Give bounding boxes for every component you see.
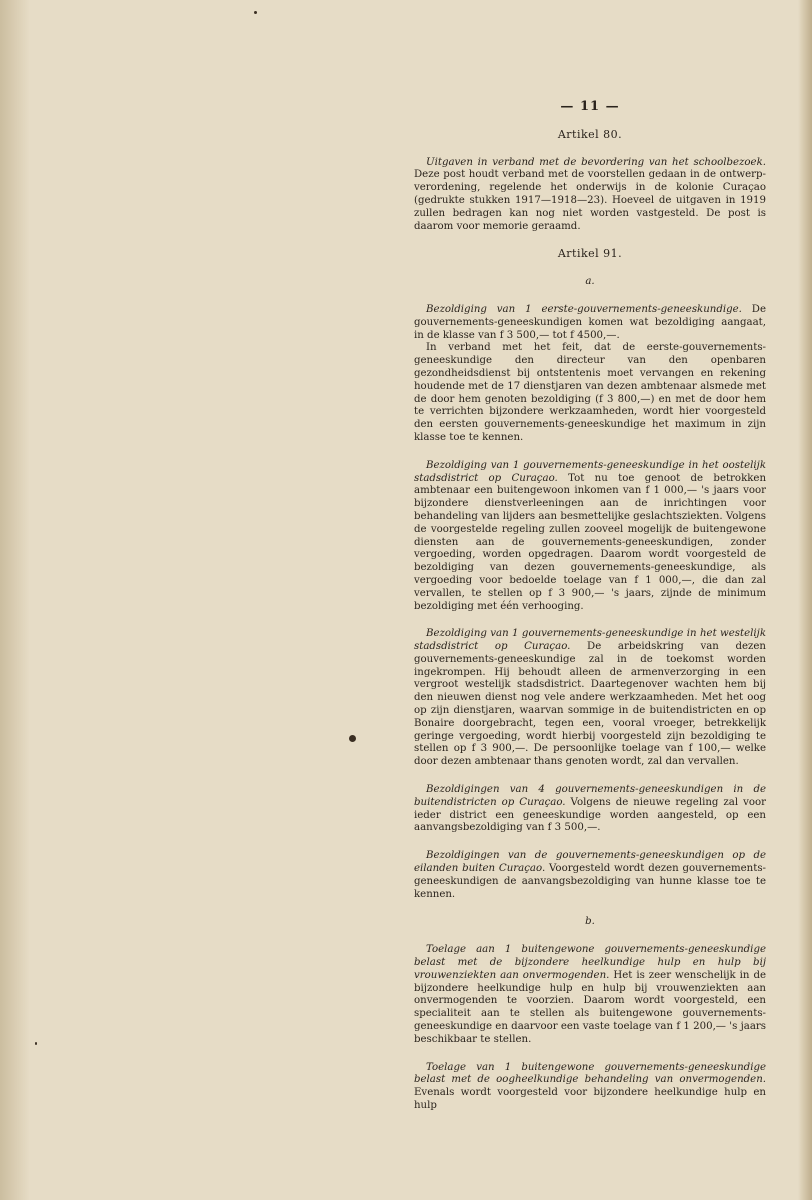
article-80-heading: Artikel 80.: [557, 127, 623, 141]
page-left-edge: [0, 0, 30, 1200]
article-80-paragraph: [414, 157, 766, 234]
ink-speck: [254, 11, 257, 14]
article-91-heading: Artikel 91.: [557, 247, 623, 261]
paragraph-lead: Bezoldiging van 1 gouvernements-geneeskundige in het westelijk stadsdistrict op Curaçao.: [414, 628, 766, 653]
ink-speck-2: [35, 1042, 37, 1045]
paragraph-body: De arbeidskring van dezen gouvernements-geneeskundige zal in de toekomst worden ingekrompen. Hij behoudt alleen de armenverzorging in een vergroot westelijk stadsdistrict. Daartegenover wachten hem bij den nieuwen dienst nog vele andere werkzaamheden. Met het oog op zijn dienstjaren, waarvan sommige in de buitendistricten en op Bonaire doorgebracht, tegen een, vooral vroeger, betrekkelijk geringe vergoeding, wordt hierbij voorgesteld zijn bezoldiging te stellen op f 3 900,—. De persoonlijke toelage van f 100,— welke door dezen ambtenaar thans genoten wordt, zal dan vervallen.: [414, 641, 766, 768]
paragraph-heelkundige-hulp: [414, 944, 766, 1046]
paragraph-eerste-geneeskundige-continued: In verband met het feit, dat de eerste-gouvernements-geneeskundige den directeur van den openbaren gezondheidsdienst bij ontstentenis moet vervangen en rekening houdende met de 17 dienstjaren van dezen ambtenaar alsmede met de door hem genoten bezoldiging (f 3 800,—) en met de door hem te verrichten bijzondere werkzaamheden, wordt hier voorgesteld den eersten gouvernements-geneeskundige het maximum in zijn klasse toe te kennen.: [414, 342, 766, 443]
text-column: [414, 101, 766, 1128]
paragraph-lead: Bezoldiging van 1 eerste-gouvernements-geneeskundige.: [426, 303, 742, 315]
paragraph-body: Volgens de nieuwe regeling zal voor ieder district een geneeskundige worden aangesteld, op een aanvangsbezoldiging van f 3 500,—.: [414, 796, 767, 834]
paragraph-lead: Bezoldigingen van de gouvernements-geneeskundigen op de eilanden buiten Curaçao.: [414, 850, 766, 875]
section-b-label: b.: [585, 916, 595, 928]
paragraph-body: Deze post houdt verband met de voorstellen gedaan in de ontwerp-verordening, regelende het onderwijs in de kolonie Curaçao (gedrukte stukken 1917—1918—23). Hoeveel de uitgaven in 1919 zullen bedragen kan nog niet worden vastgesteld. De post is daarom voor memorie geraamd.: [414, 169, 766, 232]
paragraph-lead: Bezoldigingen van 4 gouvernements-geneeskundigen in de buitendistricten op Curaçao.: [414, 784, 766, 808]
paragraph-body: Voorgesteld wordt dezen gouvernements-geneeskundigen de aanvangsbezoldiging van hunne klasse toe te kennen.: [414, 863, 766, 900]
paragraph-body: Het is zeer wenschelijk in de bijzondere heelkundige hulp en hulp bij vrouwenziekten aan onvermogenden te voorzien. Daarom wordt voorgesteld, een specialiteit aan te stellen als buitengewone gouvernements-geneeskundige en daarvoor een vaste toelage van f 1 200,— 's jaars beschikbaar te stellen.: [414, 969, 766, 1045]
section-a-label: a.: [585, 276, 595, 288]
paragraph-westelijk-stadsdistrict: [414, 628, 766, 769]
paragraph-body: De gouvernements-geneeskundigen komen wat bezoldiging aangaat, in de klasse van f 3 500,— tot f 4500,—.: [414, 303, 766, 341]
paragraph-body: Evenals wordt voorgesteld voor bijzondere heelkundige hulp en hulp: [414, 1087, 766, 1111]
paragraph-eerste-geneeskundige: [414, 304, 766, 342]
paragraph-oogheelkundige: [414, 1062, 766, 1113]
page-right-edge: [798, 0, 812, 1200]
ink-spot: [349, 735, 356, 742]
paragraph-body: Tot nu toe genoot de betrokken ambtenaar een buitengewoon inkomen van f 1 000,— 's jaars voor bijzondere dienstverleeningen aan de inrichtingen voor behandeling van lijders aan besmettelijke geslachtsziekten. Volgens de voorgestelde regeling zullen zooveel mogelijk de buitengewone diensten aan de gouvernements-geneeskundigen, zonder vergoeding, worden opgedragen. Daarom wordt voorgesteld de bezoldiging van dezen gouvernements-geneeskundige, als vergoeding voor bedoelde toelage van f 1 000,—, die dan zal vervallen, te stellen op f 3 900,— 's jaars, zijnde de minimum bezoldiging met één verhooging.: [414, 472, 767, 612]
paragraph-lead: Toelage van 1 buitengewone gouvernements-geneeskundige belast met de oogheelkundige behandeling van onvermogenden.: [414, 1061, 766, 1086]
paragraph-lead: Uitgaven in verband met de bevordering van het schoolbezoek.: [426, 156, 766, 168]
paragraph-lead: Toelage aan 1 buitengewone gouvernements-geneeskundige belast met de bijzondere heelkundige hulp en hulp bij vrouwenziekten aan onvermogenden.: [414, 944, 766, 981]
page-number: — 11 —: [560, 99, 620, 114]
paragraph-oostelijk-stadsdistrict: [414, 460, 766, 614]
paragraph-buitendistricten: [414, 784, 766, 835]
paragraph-eilanden: [414, 850, 766, 901]
paragraph-lead: Bezoldiging van 1 gouvernements-geneeskundige in het oostelijk stadsdistrict op Curaçao.: [414, 459, 766, 484]
